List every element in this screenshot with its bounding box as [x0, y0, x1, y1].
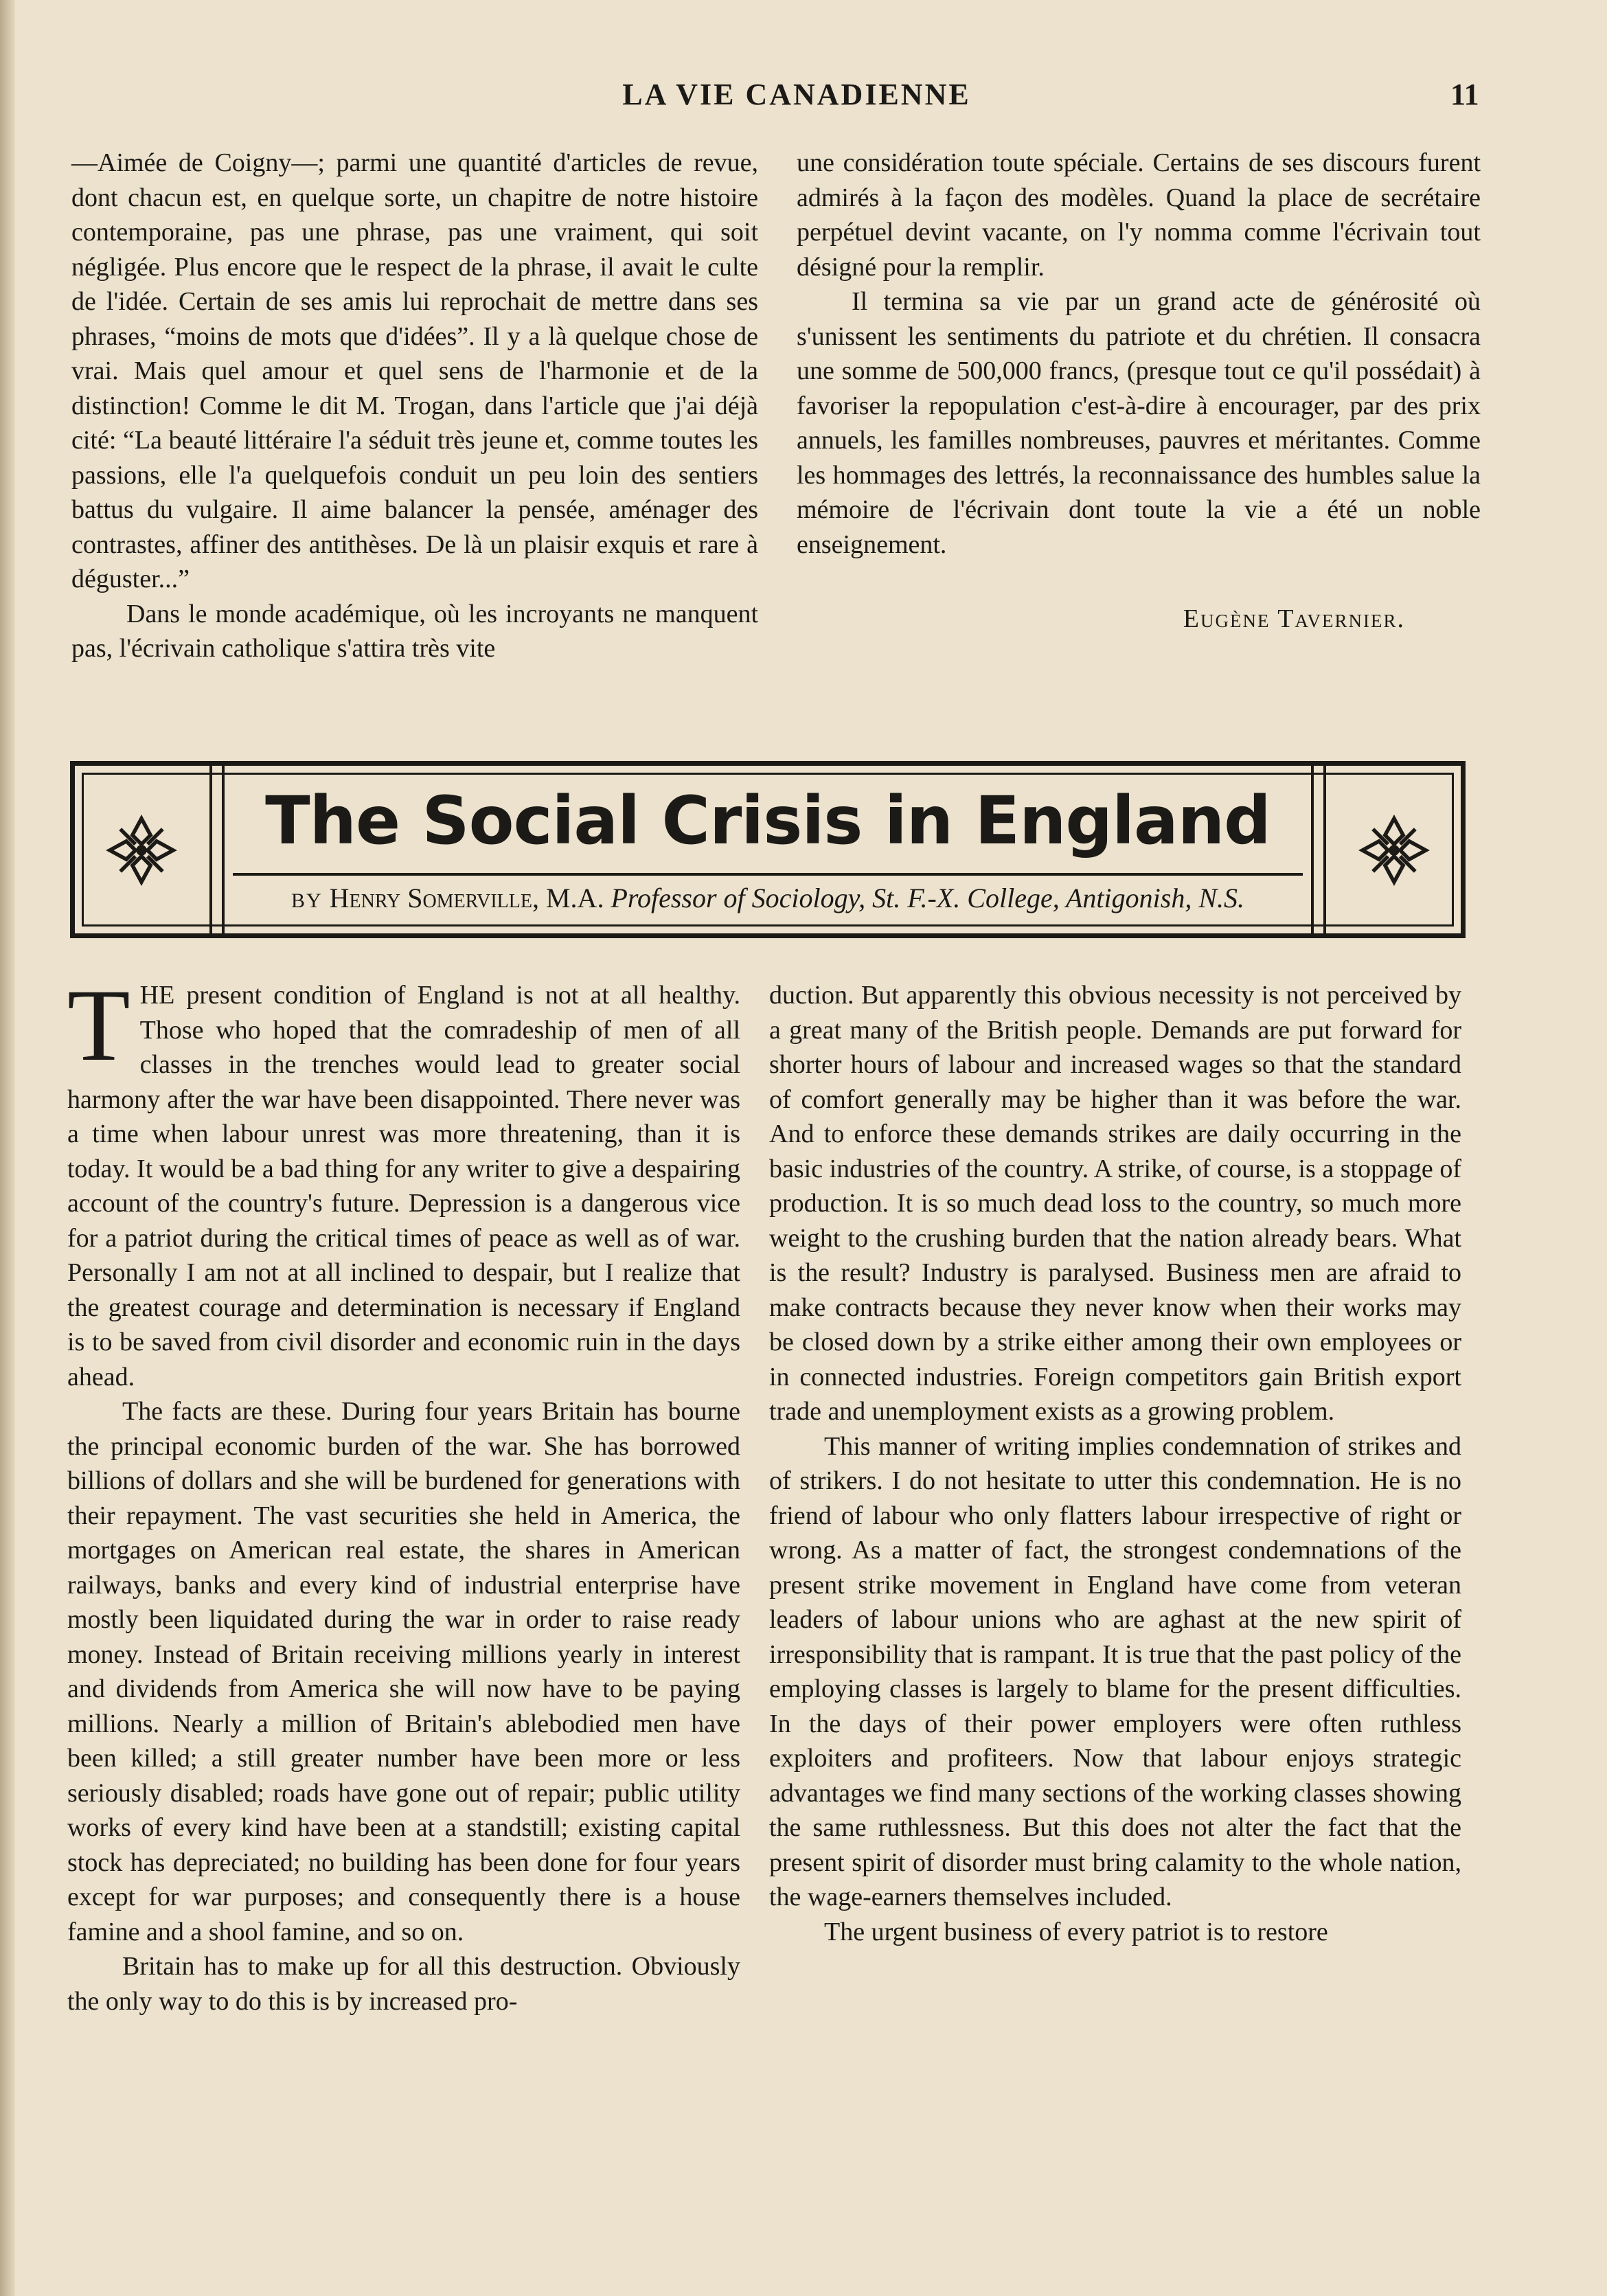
paragraph: —Aimée de Coigny—; parmi une quantité d'articles de revue, dont chacun est, en quelque sorte, un chapitre de notre histoire contemporaine, pas une phrase, pas une vraiment, qui soit négligée. Plus encore que le respect de la phrase, il avait le culte de l'idée. Certain de ses amis lui reprochait de mettre dans ses phrases, “moins de mots que d'idées”. Il y a là quelque chose de vrai. Mais quel amour et quel sens de l'harmonie et de la distinction! Comme le dit M. Trogan, dans l'article que j'ai déjà cité: “La beauté littéraire l'a séduit très jeune et, comme toutes les passions, elle l'a quelquefois conduit un peu loin des sentiers battus du vulgaire. Il aime balancer la pensée, aménager des contrastes, affiner des antithèses. De là un plaisir exquis et rare à déguster...” — [71, 148, 758, 593]
running-head: LA VIE CANADIENNE — [622, 78, 971, 111]
previous-article-right-column — [797, 146, 1481, 637]
paragraph-text: HE present condition of England is not at all healthy. Those who hoped that the comradeship of men of all classes in the trenches would lead to greater social harmony after the war have been disappointed. There never was a time when labour unrest was more threatening, than it is today. It would be a bad thing for any writer to give a despairing account of the country's future. Depression is a dangerous vice for a patriot during the critical times of peace as well as of war. Personally I am not at all inclined to despair, but I realize that the greatest courage and determination is necessary if England is to be saved from civil disorder and economic ruin in the days ahead. — [67, 981, 740, 1391]
article-title-banner — [70, 761, 1466, 938]
article-right-column — [769, 978, 1461, 1949]
byline-author: Henry Somerville — [329, 883, 532, 913]
article-byline — [233, 873, 1303, 921]
paragraph: The facts are these. During four years Britain has bourne the principal economic burden of the war. She has borrowed billions of dollars and she will be burdened for generations with their repayment. The vast securities she held in America, the mortgages on American real estate, the shares in American railways, banks and every kind of industrial enterprise have mostly been liquidated during the war in order to raise ready money. Instead of Britain receiving millions yearly in interest and dividends from America she will now have to be paying millions. Nearly a million of Britain's ablebodied men have been killed; a still greater number have been more or less seriously disabled; roads have gone out of repair; public utility works of every kind have been at a standstill; existing capital stock has depreciated; no building has been done for four years except for war purposes; and consequently there is a house famine and a shool famine, and so on. — [67, 1397, 740, 1946]
author-signature: Eugène Tavernier. — [1183, 604, 1405, 633]
article-title: The Social Crisis in England — [265, 782, 1270, 859]
paragraph: The urgent business of every patriot is to restore — [824, 1917, 1328, 1946]
paragraph: Dans le monde académique, où les incroyants ne manquent pas, l'écrivain catholique s'attira très vite — [71, 599, 758, 663]
byline-position: Professor of Sociology, St. F.-X. College, Antigonish, N.S. — [611, 883, 1245, 913]
banner-divider-left — [209, 766, 225, 933]
paragraph: duction. But apparently this obvious necessity is not perceived by a great many of the British people. Demands are put forward for shorter hours of labour and increased wages so that the standard of comfort generally may be higher than it was before the war. And to enforce these demands strikes are daily occurring in the basic industries of the country. A strike, of course, is a stoppage of production. It is so much dead loss to the country, so much more weight to the crushing burden that the nation already bears. What is the result? Industry is paralysed. Business men are afraid to make contracts because they never know when their works may be closed down by a strike either among their own employees or in connected industries. Foreign competitors gain British export trade and unemployment exists as a growing problem. — [769, 981, 1461, 1426]
previous-article-left-column — [71, 146, 758, 666]
page-number: 11 — [1450, 78, 1479, 111]
drop-cap: T — [67, 968, 130, 1082]
paragraph: This manner of writing implies condemnation of strikes and of strikers. I do not hesitate to utter this condemnation. He is no friend of labour who only flatters labour irrespective of right or wrong. As a matter of fact, the strongest condemnations of the present strike movement in England have come from veteran leaders of labour unions who are aghast at the new spirit of irresponsibility that is rampant. It is true that the past policy of the employing classes is largely to blame for the present difficulties. In the days of their power employers were often ruthless exploiters and profiteers. Now that labour enjoys strategic advantages we find many sections of the working classes showing the same ruthlessness. But this does not alter the fact that the present spirit of disorder must bring calamity to the whole nation, the wage-earners themselves included. — [769, 1431, 1461, 1911]
paragraph — [67, 968, 740, 1394]
paragraph: Britain has to make up for all this destruction. Obviously the only way to do this is by increased pro- — [67, 1952, 740, 2016]
banner-divider-right — [1311, 766, 1326, 933]
cross-ornament-icon — [104, 812, 179, 888]
article-left-column — [67, 968, 740, 2019]
paragraph: une considération toute spéciale. Certains de ses discours furent admirés à la façon des modèles. Quand la place de secrétaire perpétuel devint vacante, on l'y nomma comme l'écrivain tout désigné pour la remplir. — [797, 148, 1481, 282]
paragraph: Il termina sa vie par un grand acte de générosité où s'unissent les sentiments du patriote et du chrétien. Il consacra une somme de 500,000 francs, (presque tout ce qu'il possédait) à favoriser la repopulation c'est-à-dire à encourager, par des prix annuels, les familles nombreuses, pauvres et méritantes. Comme les hommages des lettrés, la reconnaissance des humbles salue la mémoire de l'écrivain dont toute la vie a été un noble enseignement. — [797, 287, 1481, 559]
byline-prefix: BY — [290, 889, 323, 912]
byline-degree: , M.A. — [532, 883, 604, 913]
cross-ornament-icon — [1356, 812, 1432, 888]
page-binding-edge — [0, 0, 15, 2296]
